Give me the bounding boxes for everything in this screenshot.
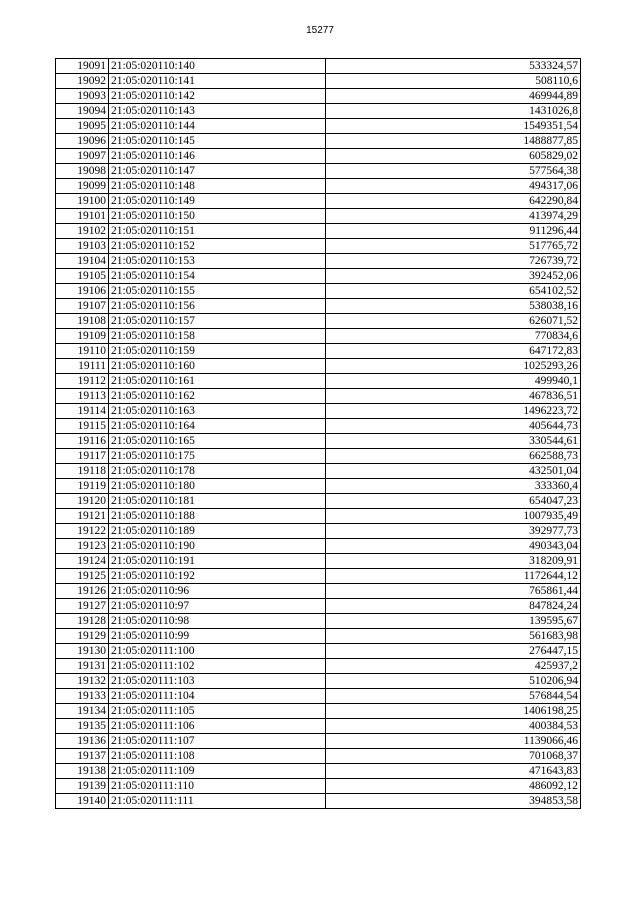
row-number-cell: 19136 xyxy=(56,734,109,749)
cadastral-value-cell: 911296,44 xyxy=(326,224,581,239)
cadastral-number-cell: 21:05:020110:97 xyxy=(109,599,326,614)
cadastral-number-cell: 21:05:020110:188 xyxy=(109,509,326,524)
cadastral-value-cell: 605829,02 xyxy=(326,149,581,164)
row-number-cell: 19133 xyxy=(56,689,109,704)
row-number-cell: 19125 xyxy=(56,569,109,584)
cadastral-value-cell: 330544,61 xyxy=(326,434,581,449)
table-row xyxy=(56,149,581,164)
row-number-cell: 19110 xyxy=(56,344,109,359)
cadastral-value-cell: 471643,83 xyxy=(326,764,581,779)
table-row xyxy=(56,359,581,374)
row-number-cell: 19104 xyxy=(56,254,109,269)
table-row xyxy=(56,224,581,239)
cadastral-number-cell: 21:05:020111:111 xyxy=(109,794,326,809)
cadastral-value-cell: 508110,6 xyxy=(326,74,581,89)
table-row xyxy=(56,209,581,224)
cadastral-value-cell: 394853,58 xyxy=(326,794,581,809)
cadastral-value-cell: 486092,12 xyxy=(326,779,581,794)
row-number-cell: 19112 xyxy=(56,374,109,389)
cadastral-number-cell: 21:05:020110:96 xyxy=(109,584,326,599)
table-row xyxy=(56,719,581,734)
cadastral-value-cell: 425937,2 xyxy=(326,659,581,674)
cadastral-number-cell: 21:05:020110:98 xyxy=(109,614,326,629)
row-number-cell: 19138 xyxy=(56,764,109,779)
table-row xyxy=(56,419,581,434)
cadastral-number-cell: 21:05:020110:164 xyxy=(109,419,326,434)
row-number-cell: 19100 xyxy=(56,194,109,209)
cadastral-value-cell: 654102,52 xyxy=(326,284,581,299)
row-number-cell: 19134 xyxy=(56,704,109,719)
table-row xyxy=(56,629,581,644)
table-row xyxy=(56,404,581,419)
cadastral-value-cell: 432501,04 xyxy=(326,464,581,479)
row-number-cell: 19103 xyxy=(56,239,109,254)
table-row xyxy=(56,239,581,254)
cadastral-number-cell: 21:05:020110:190 xyxy=(109,539,326,554)
row-number-cell: 19128 xyxy=(56,614,109,629)
table-row xyxy=(56,164,581,179)
row-number-cell: 19117 xyxy=(56,449,109,464)
cadastral-number-cell: 21:05:020110:148 xyxy=(109,179,326,194)
cadastral-number-cell: 21:05:020110:157 xyxy=(109,314,326,329)
cadastral-number-cell: 21:05:020110:146 xyxy=(109,149,326,164)
table-row xyxy=(56,299,581,314)
row-number-cell: 19095 xyxy=(56,119,109,134)
table-row xyxy=(56,569,581,584)
cadastral-number-cell: 21:05:020111:106 xyxy=(109,719,326,734)
row-number-cell: 19107 xyxy=(56,299,109,314)
table-row xyxy=(56,749,581,764)
row-number-cell: 19109 xyxy=(56,329,109,344)
cadastral-value-cell: 1549351,54 xyxy=(326,119,581,134)
cadastral-number-cell: 21:05:020110:163 xyxy=(109,404,326,419)
table-row xyxy=(56,794,581,809)
cadastral-value-cell: 276447,15 xyxy=(326,644,581,659)
cadastral-value-cell: 413974,29 xyxy=(326,209,581,224)
table-row xyxy=(56,644,581,659)
cadastral-value-cell: 510206,94 xyxy=(326,674,581,689)
row-number-cell: 19132 xyxy=(56,674,109,689)
cadastral-value-cell: 469944,89 xyxy=(326,89,581,104)
table-row xyxy=(56,449,581,464)
row-number-cell: 19113 xyxy=(56,389,109,404)
row-number-cell: 19093 xyxy=(56,89,109,104)
row-number-cell: 19126 xyxy=(56,584,109,599)
table-row xyxy=(56,509,581,524)
row-number-cell: 19094 xyxy=(56,104,109,119)
cadastral-number-cell: 21:05:020110:161 xyxy=(109,374,326,389)
row-number-cell: 19124 xyxy=(56,554,109,569)
row-number-cell: 19116 xyxy=(56,434,109,449)
cadastral-number-cell: 21:05:020111:109 xyxy=(109,764,326,779)
row-number-cell: 19135 xyxy=(56,719,109,734)
table-row xyxy=(56,134,581,149)
cadastral-number-cell: 21:05:020110:162 xyxy=(109,389,326,404)
cadastral-number-cell: 21:05:020110:150 xyxy=(109,209,326,224)
row-number-cell: 19108 xyxy=(56,314,109,329)
table-row xyxy=(56,584,581,599)
cadastral-number-cell: 21:05:020110:175 xyxy=(109,449,326,464)
cadastral-number-cell: 21:05:020110:152 xyxy=(109,239,326,254)
row-number-cell: 19123 xyxy=(56,539,109,554)
table-row xyxy=(56,314,581,329)
row-number-cell: 19102 xyxy=(56,224,109,239)
cadastral-value-cell: 1406198,25 xyxy=(326,704,581,719)
cadastral-number-cell: 21:05:020110:189 xyxy=(109,524,326,539)
table-row xyxy=(56,479,581,494)
cadastral-value-cell: 139595,67 xyxy=(326,614,581,629)
table-row xyxy=(56,689,581,704)
cadastral-value-cell: 533324,57 xyxy=(326,59,581,74)
cadastral-value-cell: 1431026,8 xyxy=(326,104,581,119)
cadastral-value-cell: 494317,06 xyxy=(326,179,581,194)
cadastral-number-cell: 21:05:020111:110 xyxy=(109,779,326,794)
cadastral-number-cell: 21:05:020111:108 xyxy=(109,749,326,764)
table-row xyxy=(56,284,581,299)
table-row xyxy=(56,344,581,359)
cadastral-value-cell: 1025293,26 xyxy=(326,359,581,374)
cadastral-number-cell: 21:05:020110:154 xyxy=(109,269,326,284)
cadastral-number-cell: 21:05:020110:99 xyxy=(109,629,326,644)
cadastral-value-cell: 765861,44 xyxy=(326,584,581,599)
row-number-cell: 19106 xyxy=(56,284,109,299)
cadastral-number-cell: 21:05:020110:178 xyxy=(109,464,326,479)
table-row xyxy=(56,464,581,479)
cadastral-number-cell: 21:05:020110:141 xyxy=(109,74,326,89)
cadastral-value-cell: 400384,53 xyxy=(326,719,581,734)
row-number-cell: 19115 xyxy=(56,419,109,434)
cadastral-value-cell: 1496223,72 xyxy=(326,404,581,419)
cadastral-value-cell: 701068,37 xyxy=(326,749,581,764)
cadastral-value-cell: 467836,51 xyxy=(326,389,581,404)
cadastral-number-cell: 21:05:020110:144 xyxy=(109,119,326,134)
cadastral-value-cell: 392452,06 xyxy=(326,269,581,284)
cadastral-number-cell: 21:05:020110:155 xyxy=(109,284,326,299)
table-row xyxy=(56,539,581,554)
row-number-cell: 19121 xyxy=(56,509,109,524)
cadastral-value-cell: 1007935,49 xyxy=(326,509,581,524)
row-number-cell: 19129 xyxy=(56,629,109,644)
cadastral-value-cell: 770834,6 xyxy=(326,329,581,344)
cadastral-number-cell: 21:05:020111:100 xyxy=(109,644,326,659)
table-row xyxy=(56,659,581,674)
cadastral-value-cell: 576844,54 xyxy=(326,689,581,704)
table-row xyxy=(56,674,581,689)
cadastral-value-cell: 499940,1 xyxy=(326,374,581,389)
table-row xyxy=(56,59,581,74)
cadastral-value-cell: 1488877,85 xyxy=(326,134,581,149)
row-number-cell: 19119 xyxy=(56,479,109,494)
row-number-cell: 19140 xyxy=(56,794,109,809)
cadastral-value-cell: 1139066,46 xyxy=(326,734,581,749)
cadastral-number-cell: 21:05:020110:191 xyxy=(109,554,326,569)
cadastral-number-cell: 21:05:020110:192 xyxy=(109,569,326,584)
row-number-cell: 19091 xyxy=(56,59,109,74)
cadastral-number-cell: 21:05:020111:107 xyxy=(109,734,326,749)
cadastral-number-cell: 21:05:020110:181 xyxy=(109,494,326,509)
table-row xyxy=(56,704,581,719)
row-number-cell: 19114 xyxy=(56,404,109,419)
row-number-cell: 19130 xyxy=(56,644,109,659)
cadastral-number-cell: 21:05:020110:140 xyxy=(109,59,326,74)
table-row xyxy=(56,329,581,344)
table-row xyxy=(56,269,581,284)
cadastral-number-cell: 21:05:020110:147 xyxy=(109,164,326,179)
table-row xyxy=(56,389,581,404)
table-row xyxy=(56,524,581,539)
row-number-cell: 19111 xyxy=(56,359,109,374)
cadastral-value-cell: 647172,83 xyxy=(326,344,581,359)
cadastral-value-cell: 318209,91 xyxy=(326,554,581,569)
cadastral-value-cell: 392977,73 xyxy=(326,524,581,539)
row-number-cell: 19127 xyxy=(56,599,109,614)
cadastral-value-cell: 626071,52 xyxy=(326,314,581,329)
table-row xyxy=(56,89,581,104)
row-number-cell: 19092 xyxy=(56,74,109,89)
cadastral-number-cell: 21:05:020111:105 xyxy=(109,704,326,719)
cadastral-value-cell: 1172644,12 xyxy=(326,569,581,584)
cadastral-value-cell: 561683,98 xyxy=(326,629,581,644)
cadastral-number-cell: 21:05:020110:158 xyxy=(109,329,326,344)
cadastral-number-cell: 21:05:020110:180 xyxy=(109,479,326,494)
cadastral-number-cell: 21:05:020110:153 xyxy=(109,254,326,269)
table-body xyxy=(56,59,581,809)
table-row xyxy=(56,764,581,779)
cadastral-value-cell: 333360,4 xyxy=(326,479,581,494)
table-row xyxy=(56,779,581,794)
table-row xyxy=(56,194,581,209)
cadastral-number-cell: 21:05:020110:160 xyxy=(109,359,326,374)
cadastral-value-cell: 405644,73 xyxy=(326,419,581,434)
table-row xyxy=(56,599,581,614)
cadastral-value-cell: 726739,72 xyxy=(326,254,581,269)
cadastral-value-cell: 577564,38 xyxy=(326,164,581,179)
row-number-cell: 19131 xyxy=(56,659,109,674)
cadastral-value-cell: 538038,16 xyxy=(326,299,581,314)
row-number-cell: 19137 xyxy=(56,749,109,764)
row-number-cell: 19105 xyxy=(56,269,109,284)
cadastral-number-cell: 21:05:020110:156 xyxy=(109,299,326,314)
cadastral-value-cell: 517765,72 xyxy=(326,239,581,254)
page-number: 15277 xyxy=(306,25,334,36)
cadastral-value-cell: 662588,73 xyxy=(326,449,581,464)
table-row xyxy=(56,614,581,629)
cadastral-value-table xyxy=(55,58,581,809)
table-row xyxy=(56,119,581,134)
row-number-cell: 19101 xyxy=(56,209,109,224)
table-row xyxy=(56,74,581,89)
cadastral-value-cell: 642290,84 xyxy=(326,194,581,209)
table-row xyxy=(56,104,581,119)
cadastral-number-cell: 21:05:020110:165 xyxy=(109,434,326,449)
row-number-cell: 19096 xyxy=(56,134,109,149)
table-row xyxy=(56,374,581,389)
table-row xyxy=(56,734,581,749)
cadastral-number-cell: 21:05:020110:143 xyxy=(109,104,326,119)
cadastral-number-cell: 21:05:020110:142 xyxy=(109,89,326,104)
cadastral-value-cell: 847824,24 xyxy=(326,599,581,614)
table-row xyxy=(56,554,581,569)
table-row xyxy=(56,254,581,269)
cadastral-number-cell: 21:05:020110:145 xyxy=(109,134,326,149)
table-row xyxy=(56,179,581,194)
cadastral-number-cell: 21:05:020110:159 xyxy=(109,344,326,359)
cadastral-value-cell: 490343,04 xyxy=(326,539,581,554)
row-number-cell: 19120 xyxy=(56,494,109,509)
cadastral-number-cell: 21:05:020111:103 xyxy=(109,674,326,689)
row-number-cell: 19097 xyxy=(56,149,109,164)
row-number-cell: 19099 xyxy=(56,179,109,194)
cadastral-value-cell: 654047,23 xyxy=(326,494,581,509)
cadastral-number-cell: 21:05:020111:102 xyxy=(109,659,326,674)
cadastral-number-cell: 21:05:020111:104 xyxy=(109,689,326,704)
table-row xyxy=(56,434,581,449)
cadastral-number-cell: 21:05:020110:149 xyxy=(109,194,326,209)
row-number-cell: 19139 xyxy=(56,779,109,794)
row-number-cell: 19098 xyxy=(56,164,109,179)
cadastral-number-cell: 21:05:020110:151 xyxy=(109,224,326,239)
row-number-cell: 19118 xyxy=(56,464,109,479)
row-number-cell: 19122 xyxy=(56,524,109,539)
table-row xyxy=(56,494,581,509)
